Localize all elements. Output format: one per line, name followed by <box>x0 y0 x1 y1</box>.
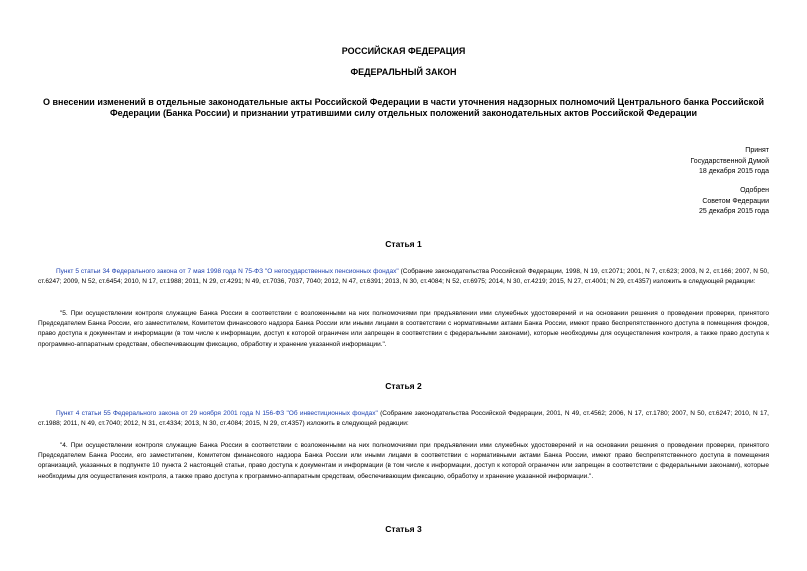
accepted-line: Государственной Думой <box>690 157 769 165</box>
article-heading: Статья 1 <box>385 239 422 249</box>
accepted-line: Принят <box>745 147 769 154</box>
country-title: РОССИЙСКАЯ ФЕДЕРАЦИЯ <box>341 46 466 56</box>
accepted-block <box>569 146 769 178</box>
accepted-line: 18 декабря 2015 года <box>698 168 769 175</box>
law-title: О внесении изменений в отдельные законодательные акты Российской Федерации в части уточнения надзорных полномочий Центрального банка Российской Федерации (Банка России) и признании утратившими силу отдельных положений законодательных актов Российской Федерации <box>42 97 765 118</box>
article-paragraph <box>38 409 769 429</box>
amendment-quote: "4. При осуществлении контроля служащие Банка России в соответствии с возложенными на них полномочиями при предъявлении ими служебных удостоверений и на основании решения о проведении проверки, принятого Председателем Банка России, его заместителем, Комитетом финансового надзора Банка России или иными лицами в соответствии с нормативными актами Банка России, имеют право беспрепятственного доступа в помещения организаций, указанных в подпункте 10 пункта 2 настоящей статьи, право доступа к документам и информации (в том числе к информации, доступ к которой ограничен или запрещен в соответствии с федеральными законами), которые необходимы для осуществления контроля, а также право доступа к программно-аппаратным средствам, обеспечивающим фиксацию, обработку и хранение указанной информации.". <box>38 442 769 480</box>
article-heading: Статья 3 <box>385 524 422 534</box>
approved-block <box>569 186 769 218</box>
document-type: ФЕДЕРАЛЬНЫЙ ЗАКОН <box>350 67 457 77</box>
paragraph-text: (Собрание законодательства Российской Федерации, 2001, N 49, ст.4562; 2006, N 17, ст.1780; 2007, N 50, ст.6247; 2010, N 17, ст.1988; 2011, N 49, ст.7040; 2012, N 31, ст.4334; 2013, N 30, ст.4084; 2015, N 29, ст.4357) изложить в следующей редакции: <box>38 410 769 427</box>
amendment-quote: "5. При осуществлении контроля служащие Банка России в соответствии с возложенными на них полномочиями при предъявлении ими служебных удостоверений и на основании решения о проведении проверки, принятого Председателем Банка России, его заместителем, Комитетом финансового надзора Банка России или иными лицами в соответствии с нормативными актами Банка России, имеют право беспрепятственного доступа в помещения фондов, право доступа к документам и информации (в том числе к информации, доступ к которой ограничен или запрещен в соответствии с федеральными законами), которые необходимы для осуществления контроля, а также право доступа к программно-аппаратным средствам, обеспечивающим фиксацию, обработку и хранение указанной информации.". <box>38 310 769 348</box>
approved-line: Одобрен <box>740 187 769 194</box>
law-reference-link[interactable]: Пункт 4 статьи 55 Федерального закона от 29 ноября 2001 года N 156-ФЗ "Об инвестиционных фондах" <box>56 410 378 417</box>
law-reference-link[interactable]: Пункт 5 статьи 34 Федерального закона от 7 мая 1998 года N 75-ФЗ "О негосударственных пенсионных фондах" <box>56 268 399 275</box>
paragraph-text: (Собрание законодательства Российской Федерации, 1998, N 19, ст.2071; 2001, N 7, ст.623; 2003, N 2, ст.166; 2007, N 50, ст.6247; 2009, N 52, ст.6454; 2010, N 17, ст.1988; 2011, N 29, ст.4291; N 49, ст.7036, 7037, 7040; 2012, N 47, ст.6391; 2013, N 30, ст.4084; N 52, ст.6975; 2014, N 30, ст.4219; 2015, N 27, ст.4001; N 29, ст.4357) изложить в следующей редакции: <box>38 268 769 285</box>
approved-line: 25 декабря 2015 года <box>698 208 769 215</box>
approved-line: Советом Федерации <box>702 197 769 205</box>
article-paragraph <box>38 267 769 287</box>
article-heading: Статья 2 <box>385 381 422 391</box>
